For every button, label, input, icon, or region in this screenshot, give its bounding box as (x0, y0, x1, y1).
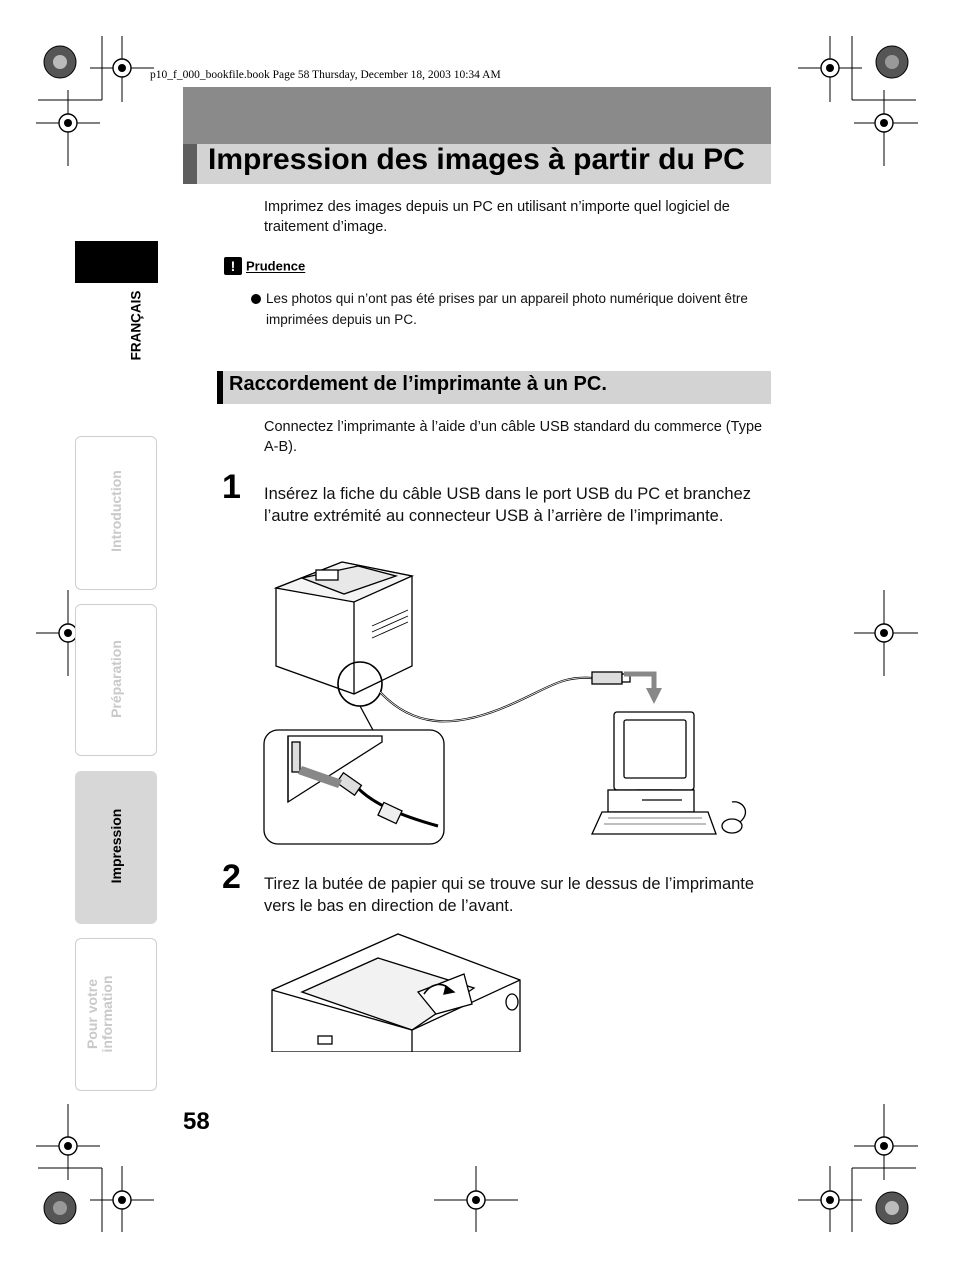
step-number: 1 (222, 468, 241, 506)
tab-label: Impression (108, 808, 124, 884)
tab-label-line: information (99, 975, 115, 1053)
tab-label (85, 954, 115, 1074)
page-number: 58 (183, 1108, 210, 1135)
tab-preparation[interactable] (75, 604, 157, 756)
bullet-icon (251, 294, 261, 304)
tab-impression[interactable] (75, 771, 157, 924)
tab-label: Introduction (108, 470, 124, 552)
tab-label-line: Pour votre (84, 979, 100, 1050)
section-title: Raccordement de l’imprimante à un PC. (229, 373, 607, 395)
warning-icon: ! (224, 257, 242, 275)
caution-heading (224, 257, 305, 275)
language-label: FRANÇAIS (128, 290, 144, 361)
tab-label: Préparation (108, 640, 124, 718)
book-info: p10_f_000_bookfile.book Page 58 Thursday, December 18, 2003 10:34 AM (150, 69, 501, 81)
tab-introduction[interactable] (75, 436, 157, 590)
intro-text: Imprimez des images depuis un PC en utilisant n’importe quel logiciel de traitement d’image. (264, 199, 730, 235)
section-text: Connectez l’imprimante à l’aide d’un câble USB standard du commerce (Type A-B). (264, 419, 763, 455)
tab-information[interactable] (75, 938, 157, 1091)
page-title: Impression des images à partir du PC (208, 143, 745, 176)
caution-label: Prudence (246, 258, 306, 274)
step-text: Insérez la fiche du câble USB dans le port USB du PC et branchez l’autre extrémité au connecteur USB à l’arrière de l’imprimante. (264, 485, 752, 525)
step-text: Tirez la butée de papier qui se trouve sur le dessus de l’imprimante vers le bas en direction de l’avant. (264, 875, 755, 915)
header-accent (183, 144, 197, 184)
printer-pc-connection-illustration (262, 556, 752, 846)
printer-paper-stop-illustration (268, 930, 524, 1052)
step-number: 2 (222, 858, 241, 896)
language-marker (75, 241, 158, 283)
caution-bullet: Les photos qui n’ont pas été prises par un appareil photo numérique doivent être imprimées depuis un PC. (266, 291, 748, 327)
